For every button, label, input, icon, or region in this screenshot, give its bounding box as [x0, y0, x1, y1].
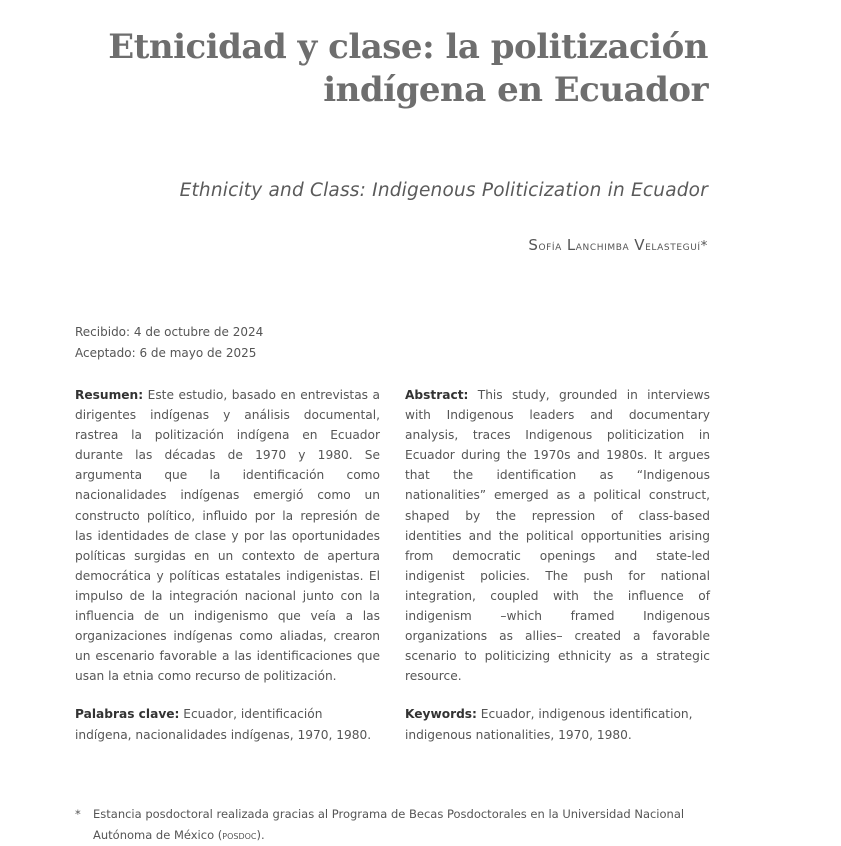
received-date: Recibido: 4 de octubre de 2024: [75, 325, 264, 339]
english-subtitle: Ethnicity and Class: Indigenous Politicization in Ecuador: [179, 180, 708, 201]
footnote-mark: *: [75, 807, 81, 821]
abstract-paragraph: [405, 385, 710, 686]
resumen-label: Resumen:: [75, 388, 144, 402]
abstract-label: Abstract:: [405, 388, 469, 402]
footnote-acronym: posdoc: [222, 828, 257, 842]
palabras-clave-label: Palabras clave:: [75, 707, 180, 722]
title-line-2: indígena en Ecuador: [323, 70, 708, 110]
submission-dates: [75, 322, 263, 364]
keywords-paragraph: [405, 704, 710, 744]
keywords-text: Ecuador, indigenous identification, indigenous nationalities, 1970, 1980.: [405, 707, 693, 742]
keywords-label: Keywords:: [405, 707, 477, 722]
palabras-clave-text: Ecuador, identificación indígena, nacionalidades indígenas, 1970, 1980.: [75, 707, 372, 742]
spanish-abstract-column: [75, 385, 380, 745]
title-line-1: Etnicidad y clase: la politización: [108, 27, 708, 67]
abstract-text: This study, grounded in interviews with Indigenous leaders and documentary analysis, traces Indigenous politicization in Ecuador during the 1970s and 1980s. It argues that the identification as “Indigenous nationalities” emerged as a political construct, shaped by the repression of class-based identities and the political opportunities arising from democratic openings and state-led indigenist policies. The push for national integration, coupled with the influence of indigenism –which framed Indigenous organizations as allies– created a favorable scenario to politicizing ethnicity as a strategic resource.: [405, 388, 710, 684]
footnote: [75, 804, 711, 846]
resumen-paragraph: [75, 385, 380, 686]
accepted-date: Aceptado: 6 de mayo de 2025: [75, 346, 257, 360]
footnote-text: Estancia posdoctoral realizada gracias al Programa de Becas Posdoctorales en la Universidad Nacional Autónoma de México (posdoc).: [93, 807, 685, 842]
english-abstract-column: [405, 385, 710, 745]
author-footnote-mark: *: [700, 238, 708, 254]
palabras-clave-paragraph: [75, 704, 380, 744]
author-name: Sofía Lanchimba Velasteguí*: [528, 236, 708, 254]
resumen-text: Este estudio, basado en entrevistas a dirigentes indígenas y análisis documental, rastrea la politización indígena en Ecuador durante las décadas de 1970 y 1980. Se argumenta que la identificación como nacionalidades indígenas emergió como un constructo político, influido por la represión de las identidades de clase y por las oportunidades políticas surgidas en un contexto de apertura democrática y políticas estatales indigenistas. El impulso de la integración nacional junto con la influencia de un indigenismo que veía a las organizaciones indígenas como aliadas, crearon un escenario favorable a las identificaciones que usan la etnia como recurso de politización.: [75, 388, 380, 684]
paper-title: [88, 26, 708, 112]
